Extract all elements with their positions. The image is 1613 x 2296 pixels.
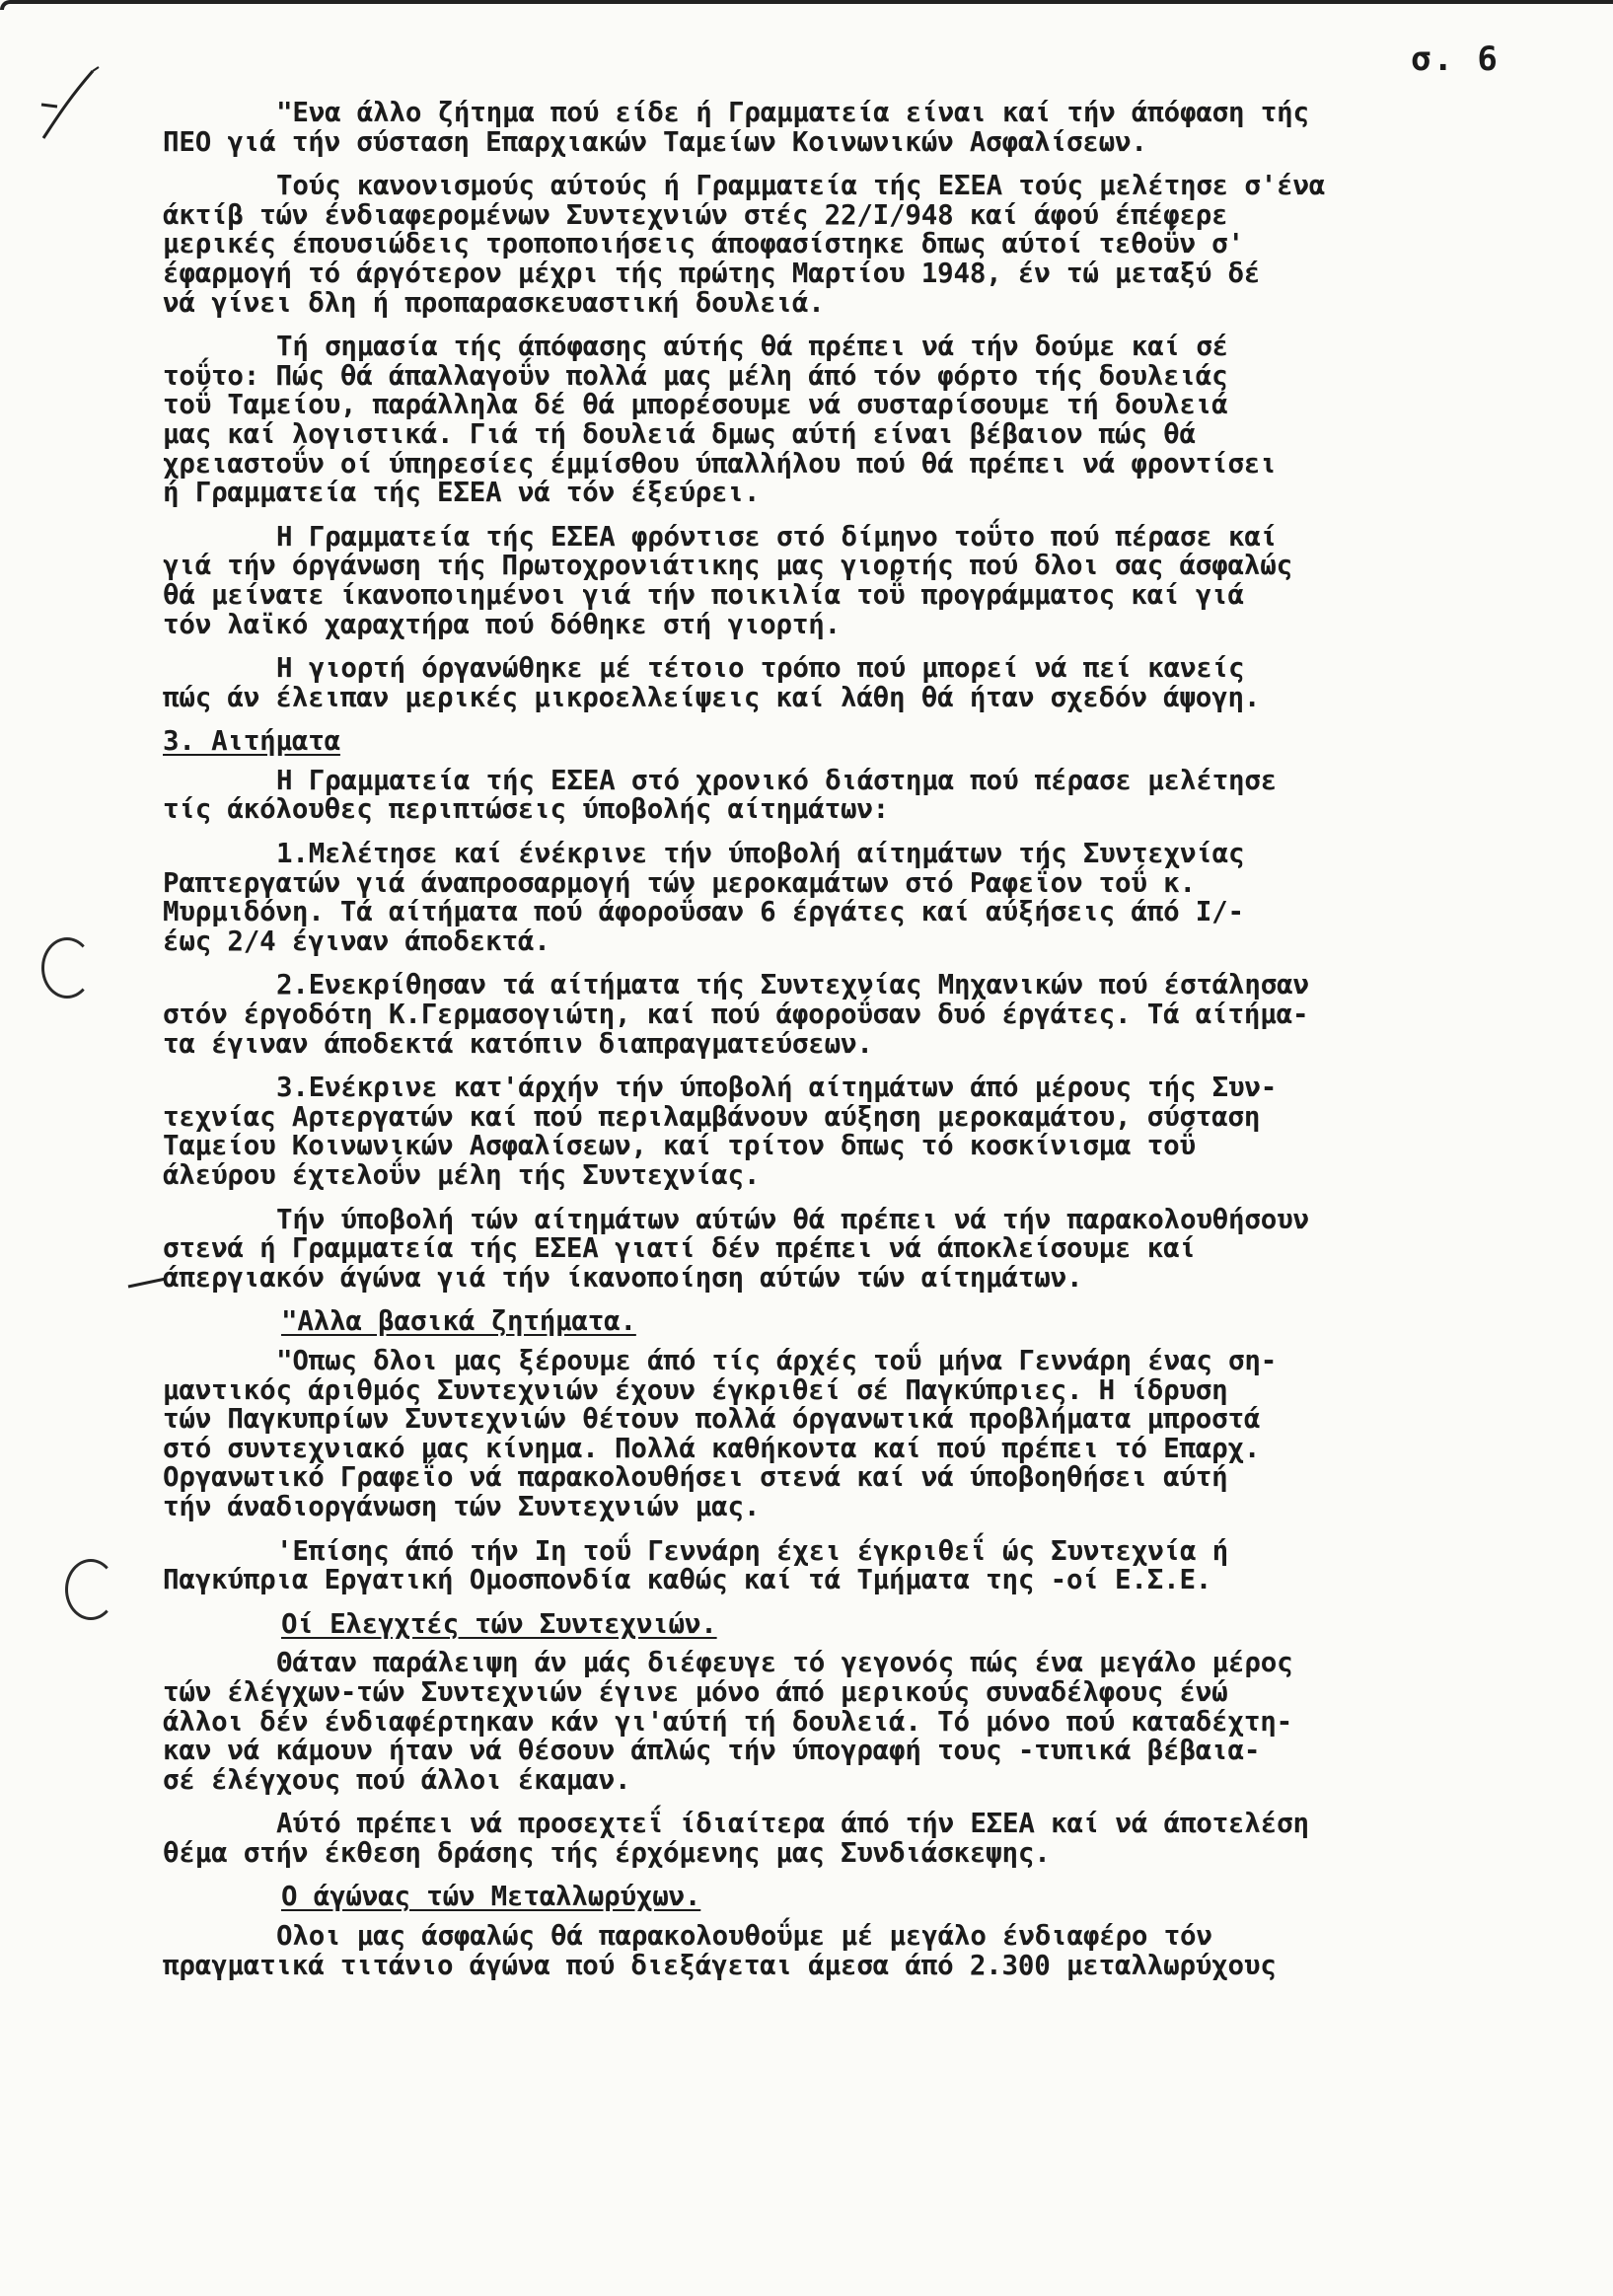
text-line: Ταμείου Κοινωνικών Ασφαλίσεων, καί τρίτον δπως τό κοσκίνισμα τοΰ [163,1130,1196,1162]
text-line: πώς άν έλειπαν μερικές μικροελλείψεις καί λάθη θά ήταν σχεδόν άψογη. [163,681,1261,713]
text-line: "Ενα άλλο ζήτημα πού είδε ή Γραμματεία είναι καί τήν άπόφαση τής [276,97,1309,128]
text-line: ή Γραμματεία τής ΕΣΕΑ νά τόν έξεύρει. [163,477,761,509]
text-line: ΠΕΟ γιά τήν σύσταση Επαρχιακών Ταμείων Κοινωνικών Ασφαλίσεων. [163,125,1147,158]
text-line: τόν λαϊκό χαραχτήρα πού δόθηκε στή γιορτή. [163,608,841,640]
text-line: Η Γραμματεία τής ΕΣΕΑ στό χρονικό διάστημα πού πέρασε μελέτησε [276,764,1278,796]
text-line: τίς άκόλουθες περιπτώσεις ύποβολής αίτημάτων: [163,793,890,826]
text-line: μαντικός άριθμός Συντεχνιών έχουν έγκριθεί σέ Παγκύπριες. Η ίδρυση [163,1373,1228,1406]
punch-hole-lower [65,1559,116,1620]
text-line: χρειαστοΰν οί ύπηρεσίες έμμίσθου ύπαλλήλου πού θά πρέπει νά φροντίσει [163,447,1277,480]
paragraph [163,1344,1574,1522]
section-heading: "Αλλα βασικά ζητήματα. [281,1305,636,1338]
text-line: Τήν ύποβολή τών αίτημάτων αύτών θά πρέπει νά τήν παρακολουθήσουν [276,1203,1309,1235]
text-line: πραγματικά τιτάνιο άγώνα πού διεξάγεται άμεσα άπό 2.300 μεταλλωρύχους [163,1949,1277,1981]
text-line: άκτίβ τών ένδιαφερομένων Συντεχνιών στές 22/I/948 καί άφού έπέφερε [163,198,1228,231]
text-line: "Οπως δλοι μας ξέρουμε άπό τίς άρχές τοΰ μήνα Γεννάρη ένας ση- [276,1344,1278,1376]
text-line: σέ έλέγχους πού άλλοι έκαμαν. [163,1763,631,1796]
paragraph [163,520,1574,640]
text-line: τα έγιναν άποδεκτά κατόπιν διαπραγματεύσεων. [163,1027,873,1060]
text-line: τήν άναδιοργάνωση τών Συντεχνιών μας. [163,1490,761,1522]
text-line: 1.Μελέτησε καί ένέκρινε τήν ύποβολή αίτημάτων τής Συντεχνίας [276,838,1245,870]
text-line: 3.Ενέκρινε κατ'άρχήν τήν ύποβολή αίτημάτων άπό μέρους τής Συν- [276,1072,1278,1104]
paragraph [163,971,1574,1059]
text-line: 'Επίσης άπό τήν Ιη τοΰ Γεννάρη έχει έγκριθεΐ ώς Συντεχνία ή [276,1534,1229,1567]
text-line: στενά ή Γραμματεία τής ΕΣΕΑ γιατί δέν πρέπει νά άποκλείσουμε καί [163,1232,1196,1265]
margin-pen-mark [37,61,107,150]
paragraph [163,840,1574,956]
text-line: θά μείνατε ίκανοποιημένοι γιά τήν ποικιλία τοΰ προγράμματος καί γιά [163,578,1244,611]
page-number: σ. 6 [1411,39,1500,79]
page-top-rule [0,0,1613,10]
text-line: άλλοι δέν ένδιαφέρτηκαν κάν γι'αύτή τή δουλειά. Τό μόνο πού καταδέχτη- [163,1705,1292,1738]
section-heading: Οί Ελεγχτές τών Συντεχνιών. [281,1607,717,1640]
paragraph [163,654,1574,712]
text-line: θέμα στήν έκθεση δράσης τής έρχόμενης μας Συνδιάσκεψης. [163,1836,1051,1869]
section-heading: 3. Αιτήματα [163,725,340,758]
text-line: γιά τήν όργάνωση τής Πρωτοχρονιάτικης μας γιορτής πού δλοι σας άσφαλώς [163,550,1292,582]
paragraph [163,333,1574,508]
paragraph [163,1649,1574,1795]
text-line: έφαρμογή τό άργότερον μέχρι τής πρώτης Μαρτίου 1948, έν τώ μεταξύ δέ [163,257,1261,289]
section-heading: Ο άγώνας τών Μεταλλωρύχων. [281,1881,701,1913]
text-line: καν νά κάμουν ήταν νά θέσουν άπλώς τήν ύπογραφή τους -τυπικά βέβαια- [163,1735,1261,1767]
text-line: έως 2/4 έγιναν άποδεκτά. [163,925,550,957]
text-line: Οργανωτικό Γραφεΐο νά παρακολουθήσει στενά καί νά ύποβοηθήσει αύτή [163,1461,1228,1494]
paragraph [163,764,1574,826]
paragraph [163,172,1574,318]
punch-hole-upper [41,937,93,999]
paragraph [163,1203,1574,1294]
text-line: Η Γραμματεία τής ΕΣΕΑ φρόντισε στό δίμηνο τοΰτο πού πέρασε καί [276,520,1278,553]
text-line: Αύτό πρέπει νά προσεχτεΐ ίδιαίτερα άπό τήν ΕΣΕΑ καί νά άποτελέση [276,1808,1309,1840]
paragraph [163,1534,1574,1596]
text-line: Τούς κανονισμούς αύτούς ή Γραμματεία τής ΕΣΕΑ τούς μελέτησε σ'ένα [276,170,1326,202]
text-line: Παγκύπρια Εργατική Ομοσπονδία καθώς καί τά Τμήματα της -οί Ε.Σ.Ε. [163,1564,1212,1596]
text-line: τεχνίας Αρτεργατών καί πού περιλαμβάνουν αύξηση μεροκαμάτου, σύσταση [163,1100,1261,1133]
text-line: τών Παγκυπρίων Συντεχνιών θέτουν πολλά όργανωτικά προβλήματα μπροστά [163,1403,1261,1436]
text-line: 2.Ενεκρίθησαν τά αίτήματα τής Συντεχνίας Μηχανικών πού έστάλησαν [276,969,1309,1001]
text-line: Ραπτεργατών γιά άναπροσαρμογή τών μεροκαμάτων στό Ραφεΐον τοΰ κ. [163,866,1196,899]
document-body [163,99,1574,1995]
text-line: Η γιορτή όργανώθηκε μέ τέτοιο τρόπο πού μπορεί νά πεί κανείς [276,652,1245,685]
text-line: τών έλέγχων-τών Συντεχνιών έγινε μόνο άπό μερικούς συναδέλφους ένώ [163,1675,1228,1708]
text-line: νά γίνει δλη ή προπαρασκευαστική δουλειά. [163,286,825,319]
text-line: μερικές έπουσιώδεις τροποποιήσεις άποφασίστηκε δπως αύτοί τεθοΰν σ' [163,228,1244,260]
text-line: στό συντεχνιακό μας κίνημα. Πολλά καθήκοντα καί πού πρέπει τό Επαρχ. [163,1432,1261,1464]
text-line: Τή σημασία τής άπόφασης αύτής θά πρέπει νά τήν δούμε καί σέ [276,331,1229,363]
text-line: μας καί λογιστικά. Γιά τή δουλειά δμως αύτή είναι βέβαιον πώς θά [163,417,1196,450]
text-line: άλεύρου έχτελοΰν μέλη τής Συντεχνίας. [163,1159,761,1191]
text-line: στόν έργοδότη Κ.Γερμασογιώτη, καί πού άφοροΰσαν δυό έργάτες. Τά αίτήμα- [163,999,1309,1031]
paragraph [163,1810,1574,1868]
paragraph [163,99,1574,157]
text-line: Θάταν παράλειψη άν μάς διέφευγε τό γεγονός πώς ένα μεγάλο μέρος [276,1647,1293,1679]
text-line: άπεργιακόν άγώνα γιά τήν ίκανοποίηση αύτών τών αίτημάτων. [163,1261,1083,1294]
paragraph [163,1074,1574,1190]
text-line: τοΰ Ταμείου, παράλληλα δέ θά μπορέσουμε νά συσταρίσουμε τή δουλειά [163,389,1228,421]
paragraph [163,1922,1574,1980]
text-line: Ολοι μας άσφαλώς θά παρακολουθοΰμε μέ μεγάλο ένδιαφέρο τόν [276,1920,1212,1953]
text-line: τοΰτο: Πώς θά άπαλλαγοΰν πολλά μας μέλη άπό τόν φόρτο τής δουλειάς [163,359,1228,392]
text-line: Μυρμιδόνη. Τά αίτήματα πού άφοροΰσαν 6 έργάτες καί αύξήσεις άπό I/- [163,896,1244,928]
